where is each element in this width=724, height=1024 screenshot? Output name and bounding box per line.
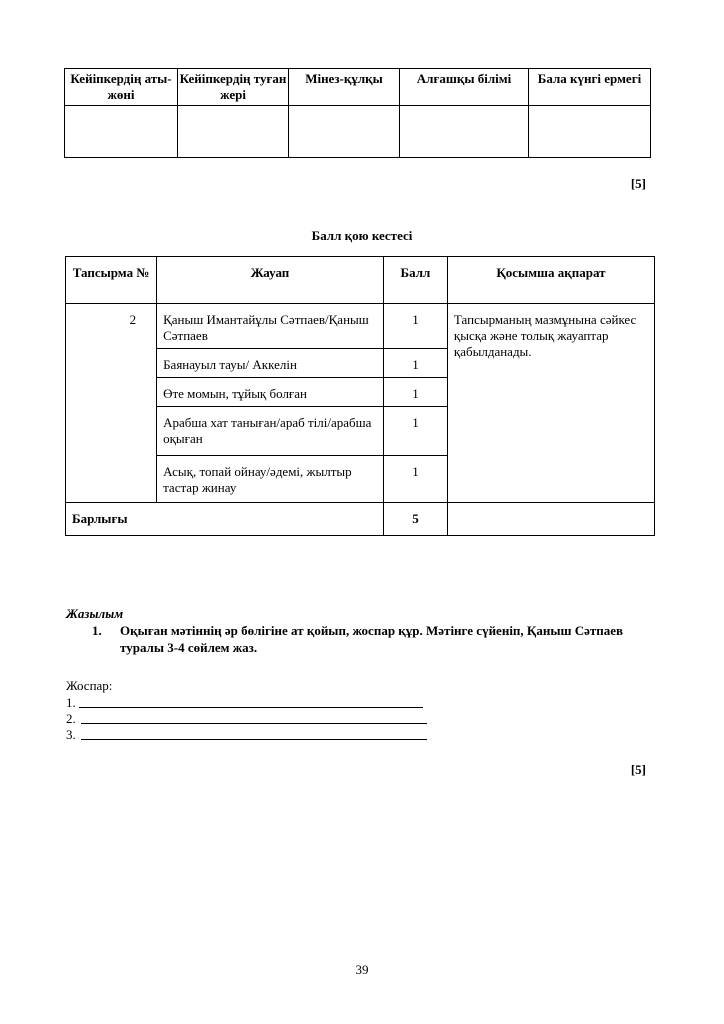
total-extra-cell <box>447 503 654 536</box>
answer-cell: Арабша хат таныған/араб тілі/арабша оқыған <box>157 407 384 456</box>
header-character-traits: Мінез-құлқы <box>289 69 400 106</box>
plan-block <box>66 677 112 742</box>
task-number: 1. <box>92 623 102 638</box>
header-answer: Жауап <box>157 257 384 304</box>
plan-line-1[interactable] <box>66 694 112 710</box>
points-cell: 1 <box>383 407 447 456</box>
plan-item-number: 1. <box>66 695 76 710</box>
answer-line[interactable] <box>81 723 427 724</box>
score-mark-1: [5] <box>630 176 646 191</box>
answer-cell: Баянауыл тауы/ Аккелін <box>157 349 384 378</box>
header-first-education: Алғашқы білімі <box>400 69 529 106</box>
task-number-cell: 2 <box>66 304 157 503</box>
points-cell: 1 <box>383 378 447 407</box>
points-cell: 1 <box>383 304 447 349</box>
header-points: Балл <box>383 257 447 304</box>
points-cell: 1 <box>383 349 447 378</box>
plan-item-number: 2. <box>66 711 76 726</box>
writing-section-title: Жазылым <box>66 606 124 621</box>
extra-info-cell: Тапсырманың мазмұнына сәйкес қысқа және толық жауаптар қабылданады. <box>447 304 654 503</box>
answer-cell: Қаныш Имантайұлы Сәтпаев/Қаныш Сәтпаев <box>157 304 384 349</box>
answer-cell-name[interactable] <box>65 106 178 158</box>
points-cell: 1 <box>383 456 447 503</box>
task-text: Оқыған мәтіннің әр бөлігіне ат қойып, жоспар құр. Мәтінге сүйеніп, Қаныш Сәтпаев туралы 3-4 сөйлем жаз. <box>120 623 624 655</box>
answer-line[interactable] <box>79 707 423 708</box>
score-mark-2: [5] <box>630 762 646 777</box>
total-label: Барлығы <box>66 503 384 536</box>
header-birthplace: Кейіпкердің туған жері <box>178 69 289 106</box>
plan-label: Жоспар: <box>66 678 113 693</box>
answer-cell: Асық, топай ойнау/әдемі, жылтыр тастар жинау <box>157 456 384 503</box>
answer-cell: Өте момын, тұйық болған <box>157 378 384 407</box>
plan-item-number: 3. <box>66 727 76 742</box>
score-table <box>65 256 655 536</box>
answer-line[interactable] <box>81 739 427 740</box>
writing-task <box>94 622 664 656</box>
plan-line-2[interactable] <box>66 710 112 726</box>
character-table <box>64 68 651 158</box>
header-character-name: Кейіпкердің аты-жөні <box>65 69 178 106</box>
score-table-caption: Балл қою кестесі <box>311 228 413 243</box>
header-task-number: Тапсырма № <box>66 257 157 304</box>
answer-cell-birthplace[interactable] <box>178 106 289 158</box>
plan-line-3[interactable] <box>66 726 112 742</box>
answer-cell-education[interactable] <box>400 106 529 158</box>
answer-cell-hobby[interactable] <box>529 106 651 158</box>
page-number: 39 <box>355 962 369 977</box>
answer-cell-traits[interactable] <box>289 106 400 158</box>
header-childhood-hobby: Бала күнгі ермегі <box>529 69 651 106</box>
table-row <box>66 304 655 349</box>
header-extra-info: Қосымша ақпарат <box>447 257 654 304</box>
total-row <box>66 503 655 536</box>
total-points: 5 <box>383 503 447 536</box>
